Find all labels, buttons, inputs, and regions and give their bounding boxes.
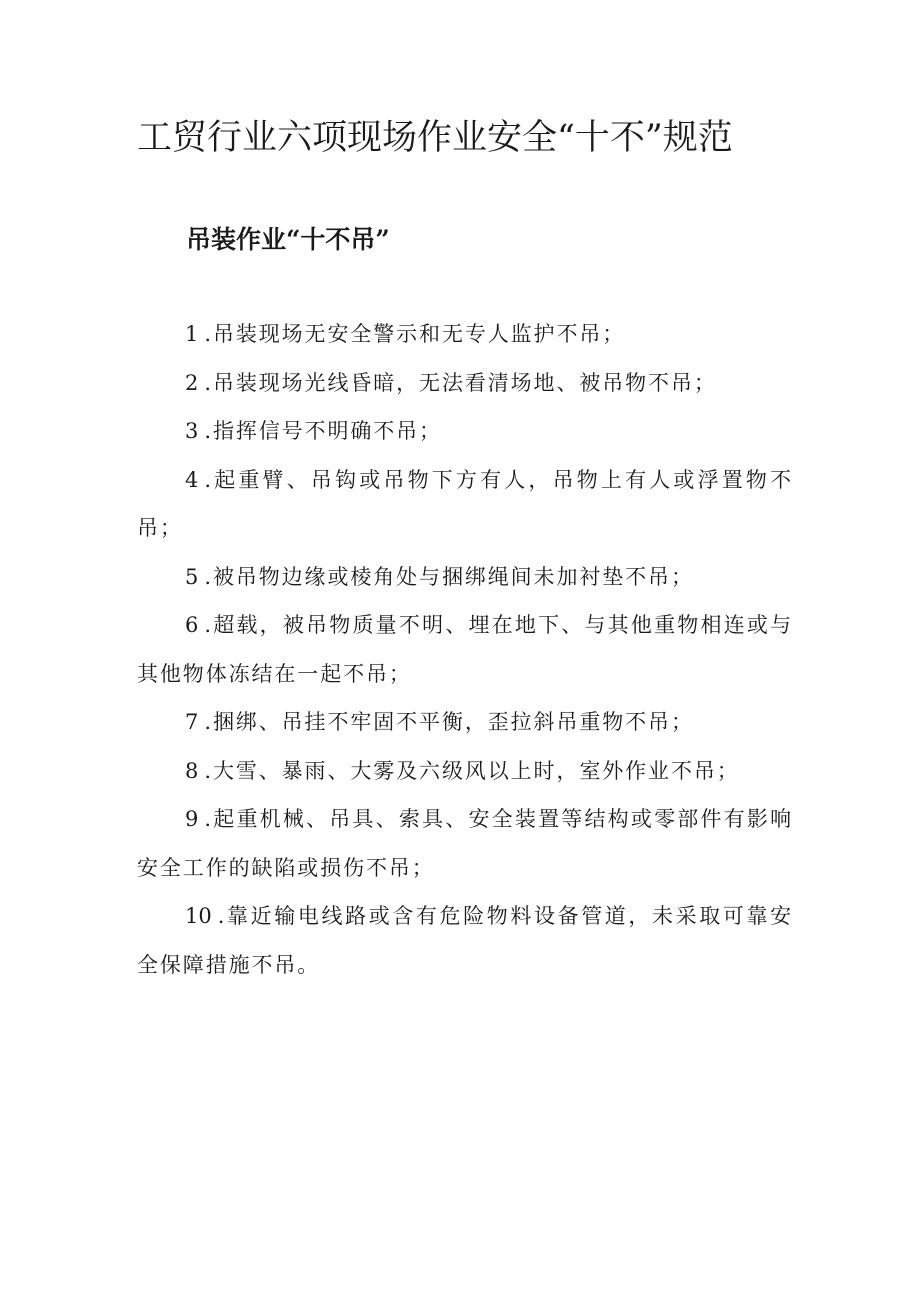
rule-number: 7 xyxy=(185,710,199,734)
rule-number: 3 xyxy=(185,419,199,443)
rule-text: .被吊物边缘或棱角处与捆绑绳间未加衬垫不吊； xyxy=(204,564,694,589)
rule-item-6 xyxy=(137,601,793,698)
rule-number: 6 xyxy=(185,613,199,637)
rule-item-5 xyxy=(137,553,793,602)
rule-number: 9 xyxy=(185,807,199,831)
rule-item-2 xyxy=(137,359,793,408)
section-title: 吊装作业“十不吊” xyxy=(186,225,390,254)
rule-text: .靠近输电线路或含有危险物料设备管道，未采取可靠安全保障措施不吊。 xyxy=(137,904,793,977)
rule-text: .大雪、暴雨、大雾及六级风以上时，室外作业不吊； xyxy=(204,758,740,783)
rule-number: 1 xyxy=(185,322,199,346)
rule-number: 2 xyxy=(185,370,199,395)
rules-list xyxy=(137,310,793,989)
rule-item-4 xyxy=(137,456,793,553)
rule-number: 8 xyxy=(185,758,199,783)
rule-text: .吊装现场无安全警示和无专人监护不吊； xyxy=(204,322,626,346)
rule-number: 10 xyxy=(185,904,212,928)
rule-text: .吊装现场光线昏暗，无法看清场地、被吊物不吊； xyxy=(204,370,717,395)
document-title: 工贸行业六项现场作业安全“十不”规范 xyxy=(137,118,733,158)
rule-text: .指挥信号不明确不吊； xyxy=(204,419,442,443)
rule-item-7 xyxy=(137,698,793,747)
rule-item-3 xyxy=(137,407,793,456)
rule-item-8 xyxy=(137,747,793,796)
rule-text: .起重机械、吊具、索具、安全装置等结构或零部件有影响安全工作的缺陷或损伤不吊； xyxy=(137,807,793,880)
rule-text: .起重臂、吊钩或吊物下方有人，吊物上有人或浮置物不吊； xyxy=(137,467,793,540)
rule-item-1 xyxy=(137,310,793,359)
rule-text: .超载，被吊物质量不明、埋在地下、与其他重物相连或与其他物体冻结在一起不吊； xyxy=(137,613,793,686)
rule-item-10 xyxy=(137,892,793,989)
rule-text: .捆绑、吊挂不牢固不平衡，歪拉斜吊重物不吊； xyxy=(204,710,694,734)
rule-number: 4 xyxy=(185,467,199,492)
rule-item-9 xyxy=(137,795,793,892)
rule-number: 5 xyxy=(185,564,199,589)
